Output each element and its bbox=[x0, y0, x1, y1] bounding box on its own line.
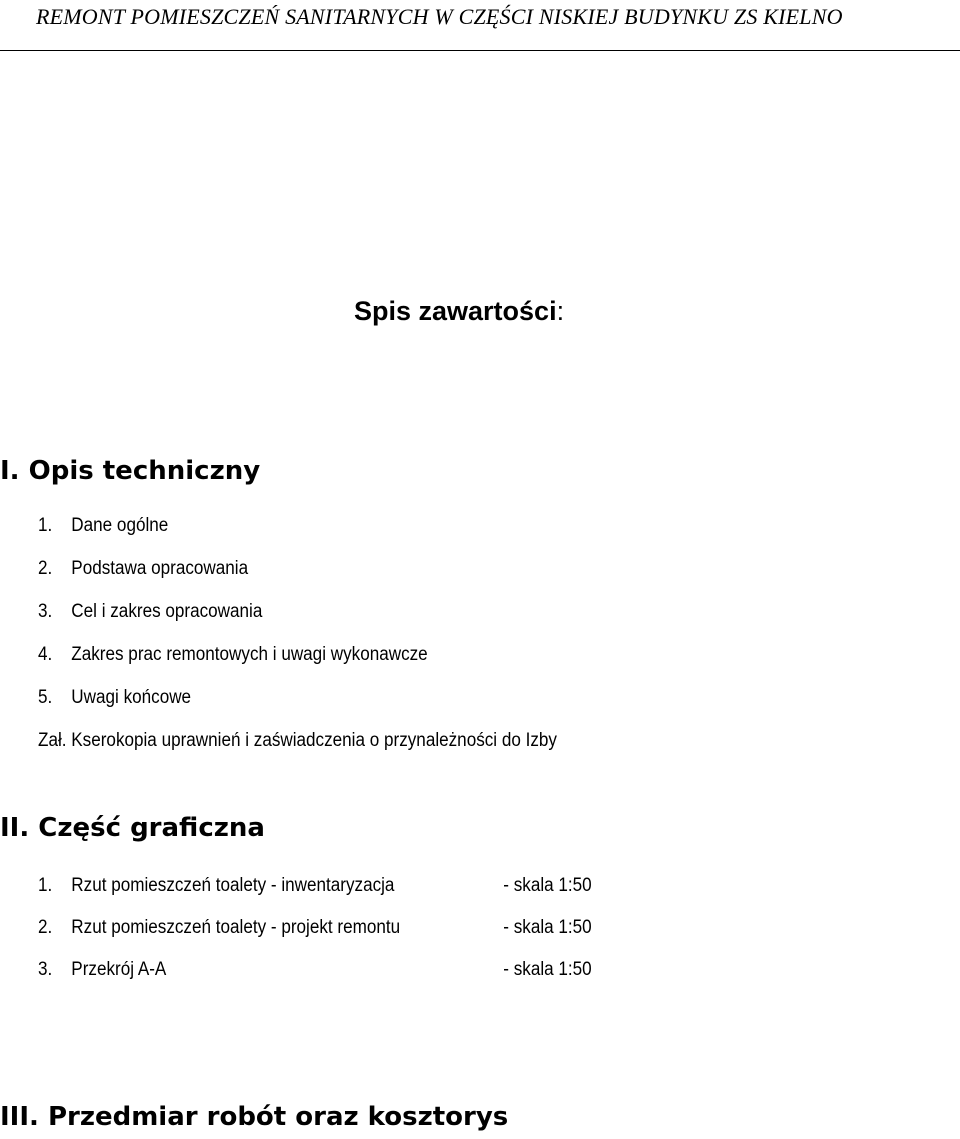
drawing-scale: - skala 1:50 bbox=[503, 959, 592, 980]
item-number: 5. bbox=[38, 687, 53, 708]
section-heading-czesc-graficzna: II. Część graficzna bbox=[0, 813, 265, 843]
drawing-title: Przekrój A-A bbox=[71, 959, 167, 980]
item-number: 2. bbox=[38, 558, 53, 579]
drawing-list-item bbox=[38, 875, 592, 897]
drawing-title: Rzut pomieszczeń toalety - inwentaryzacja bbox=[71, 875, 395, 896]
drawing-scale: - skala 1:50 bbox=[503, 917, 592, 938]
list-item bbox=[38, 644, 428, 666]
toc-title-text: Spis zawartości bbox=[354, 296, 557, 326]
list-item bbox=[38, 515, 168, 537]
item-number: 3. bbox=[38, 601, 53, 622]
item-number: 1. bbox=[38, 875, 53, 896]
item-number: 1. bbox=[38, 515, 53, 536]
attachment-label: Zał. bbox=[38, 730, 67, 751]
drawing-list-item bbox=[38, 917, 592, 939]
toc-title bbox=[354, 296, 564, 327]
item-title: Cel i zakres opracowania bbox=[71, 601, 263, 622]
list-item bbox=[38, 558, 248, 580]
item-number: 3. bbox=[38, 959, 53, 980]
section-heading-przedmiar: III. Przedmiar robót oraz kosztorys bbox=[0, 1102, 509, 1132]
list-item bbox=[38, 601, 262, 623]
attachment-title: Kserokopia uprawnień i zaświadczenia o przynależności do Izby bbox=[71, 730, 557, 751]
item-title: Uwagi końcowe bbox=[71, 687, 192, 708]
drawing-scale: - skala 1:50 bbox=[503, 875, 592, 896]
item-number: 2. bbox=[38, 917, 53, 938]
attachment-item bbox=[38, 730, 557, 752]
item-title: Podstawa opracowania bbox=[71, 558, 249, 579]
item-number: 4. bbox=[38, 644, 53, 665]
drawing-title: Rzut pomieszczeń toalety - projekt remontu bbox=[71, 917, 401, 938]
toc-title-colon: : bbox=[556, 296, 565, 326]
drawing-list-item bbox=[38, 959, 592, 981]
document-header: REMONT POMIESZCZEŃ SANITARNYCH W CZĘŚCI NISKIEJ BUDYNKU ZS KIELNO bbox=[36, 4, 843, 29]
item-title: Zakres prac remontowych i uwagi wykonawcze bbox=[71, 644, 428, 665]
section-heading-opis-techniczny: I. Opis techniczny bbox=[0, 456, 261, 486]
header-rule bbox=[0, 50, 960, 51]
item-title: Dane ogólne bbox=[71, 515, 169, 536]
list-item bbox=[38, 687, 191, 709]
